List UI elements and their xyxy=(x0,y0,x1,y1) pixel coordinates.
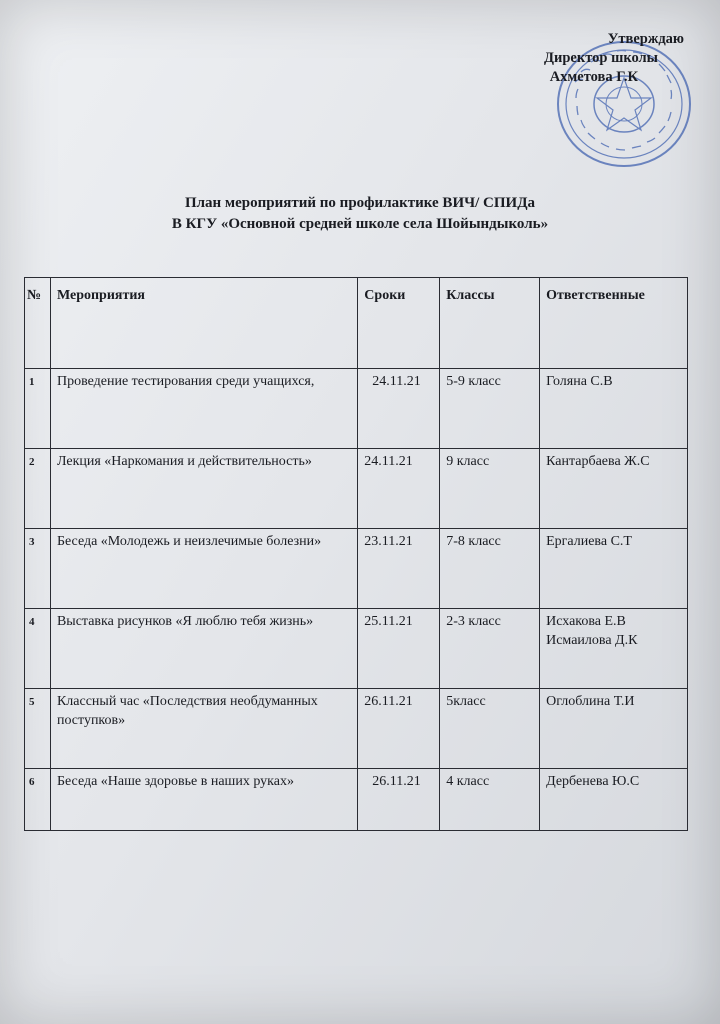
header-date: Сроки xyxy=(358,278,440,369)
row-date: 25.11.21 xyxy=(358,609,440,689)
row-event: Выставка рисунков «Я люблю тебя жизнь» xyxy=(50,609,357,689)
table-row xyxy=(25,449,688,529)
row-event: Проведение тестирования среди учащихся, xyxy=(50,369,357,449)
table-row xyxy=(25,769,688,831)
row-responsible: Исхакова Е.В Исмаилова Д.К xyxy=(540,609,688,689)
row-grade: 4 класс xyxy=(440,769,540,831)
approval-line-position: Директор школы xyxy=(544,50,658,66)
table-header-row xyxy=(25,278,688,369)
row-date: 23.11.21 xyxy=(358,529,440,609)
table-row xyxy=(25,689,688,769)
row-responsible: Кантарбаева Ж.С xyxy=(540,449,688,529)
row-event: Беседа «Наше здоровье в наших руках» xyxy=(50,769,357,831)
row-responsible: Оглоблина Т.И xyxy=(540,689,688,769)
row-date: 24.11.21 xyxy=(358,449,440,529)
row-grade: 9 класс xyxy=(440,449,540,529)
row-grade: 2-3 класс xyxy=(440,609,540,689)
table-row xyxy=(25,529,688,609)
header-grade: Классы xyxy=(440,278,540,369)
row-event: Беседа «Молодежь и неизлечимые болезни» xyxy=(50,529,357,609)
row-number: 1 xyxy=(25,369,51,449)
row-event: Лекция «Наркомания и действительность» xyxy=(50,449,357,529)
approval-block xyxy=(486,30,686,87)
row-number: 5 xyxy=(25,689,51,769)
table-row xyxy=(25,609,688,689)
row-number: 3 xyxy=(25,529,51,609)
approval-line-approve: Утверждаю xyxy=(607,31,684,47)
header-event: Мероприятия xyxy=(50,278,357,369)
table-row xyxy=(25,369,688,449)
title-line-1: План мероприятий по профилактике ВИЧ/ СПИДа xyxy=(184,195,536,211)
title-line-2: В КГУ «Основной средней школе села Шойындыколь» xyxy=(171,216,549,232)
header-responsible: Ответственные xyxy=(540,278,688,369)
row-grade: 7-8 класс xyxy=(440,529,540,609)
document-title xyxy=(0,193,720,235)
row-number: 2 xyxy=(25,449,51,529)
row-date: 24.11.21 xyxy=(358,369,440,449)
row-responsible: Дербенева Ю.С xyxy=(540,769,688,831)
row-grade: 5-9 класс xyxy=(440,369,540,449)
row-number: 6 xyxy=(25,769,51,831)
row-date: 26.11.21 xyxy=(358,689,440,769)
row-responsible: Ергалиева С.Т xyxy=(540,529,688,609)
row-date: 26.11.21 xyxy=(358,769,440,831)
row-grade: 5класс xyxy=(440,689,540,769)
row-responsible: Голяна С.В xyxy=(540,369,688,449)
events-table xyxy=(24,277,688,831)
row-number: 4 xyxy=(25,609,51,689)
row-event: Классный час «Последствия необдуманных поступков» xyxy=(50,689,357,769)
approval-line-name: Ахметова Г.К xyxy=(549,69,638,85)
header-number: № xyxy=(25,278,51,369)
